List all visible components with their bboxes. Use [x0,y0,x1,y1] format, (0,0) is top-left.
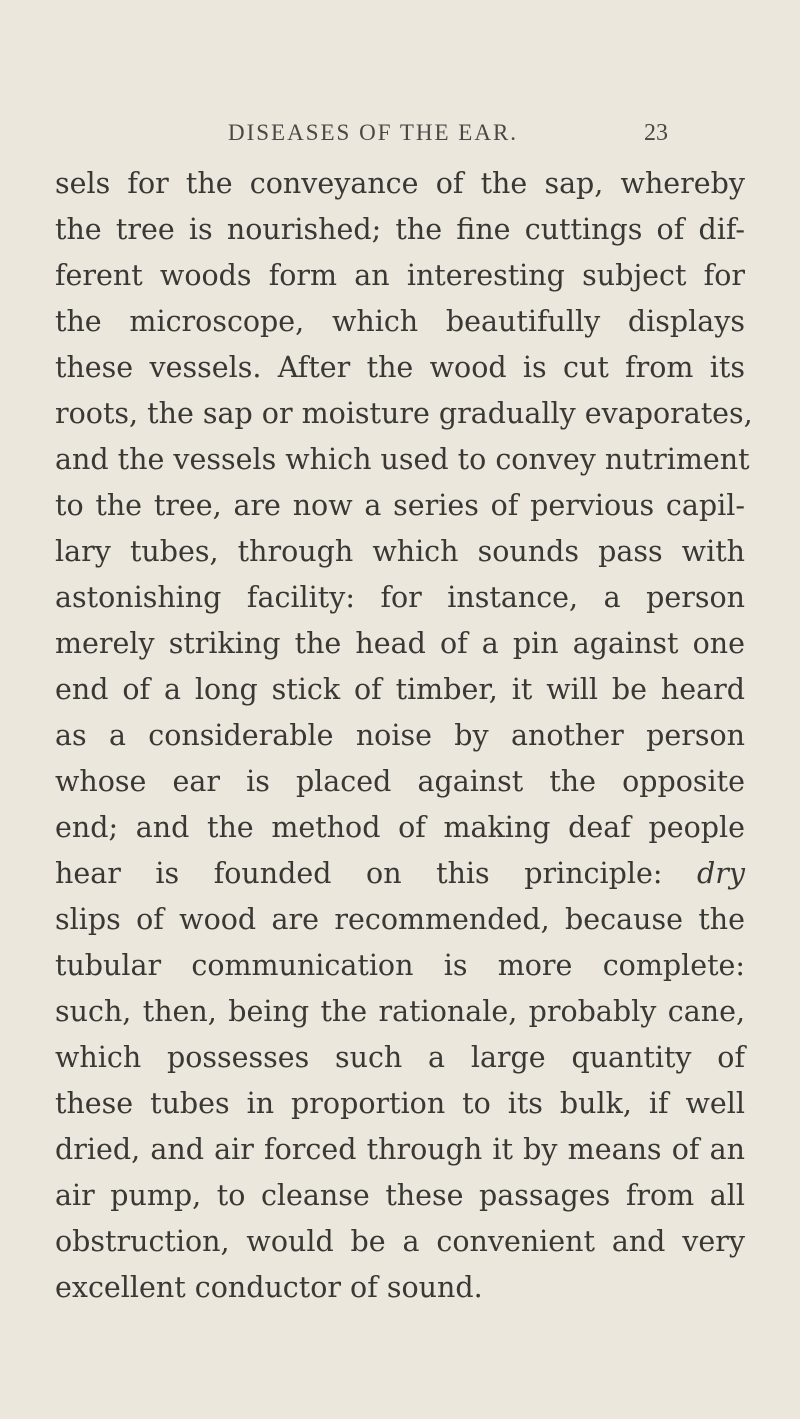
text-line: end of a long stick of timber, it will be heard [55,673,745,706]
text-line: sels for the conveyance of the sap, whereby [55,167,745,200]
running-head [0,120,800,160]
text-line: slips of wood are recommended, because the [55,903,745,936]
text-line-part: hear is founded on this principle: [55,857,663,890]
text-line: roots, the sap or moisture gradually evaporates, [55,397,753,430]
text-line: such, then, being the rationale, probably cane, [55,995,745,1028]
text-line: and the vessels which used to convey nutriment [55,443,750,476]
text-line-with-italic [55,851,745,897]
text-line: to the tree, are now a series of pervious capil- [55,489,745,522]
text-line: obstruction, would be a convenient and very [55,1225,745,1258]
page-number: 23 [644,120,668,146]
running-title: DISEASES OF THE EAR. [228,120,519,145]
text-line: these vessels. After the wood is cut from its [55,351,745,384]
text-line: end; and the method of making deaf people [55,811,745,844]
text-line: air pump, to cleanse these passages from all [55,1179,745,1212]
text-line: which possesses such a large quantity of [55,1041,745,1074]
text-line: whose ear is placed against the opposite [55,765,745,798]
text-line: the tree is nourished; the fine cuttings of dif- [55,213,745,246]
text-line: excellent conductor of sound. [55,1271,483,1304]
text-line: the microscope, which beautifully displays [55,305,745,338]
text-line: merely striking the head of a pin against one [55,627,745,660]
text-line: dried, and air forced through it by means of an [55,1133,745,1166]
text-line: tubular communication is more complete: [55,949,745,982]
text-line: these tubes in proportion to its bulk, if well [55,1087,745,1120]
body-text [55,161,753,1311]
italic-word: dry [697,857,745,890]
text-line: astonishing facility: for instance, a person [55,581,745,614]
text-line: as a considerable noise by another person [55,719,745,752]
text-line: lary tubes, through which sounds pass with [55,535,745,568]
text-line: ferent woods form an interesting subject for [55,259,745,292]
